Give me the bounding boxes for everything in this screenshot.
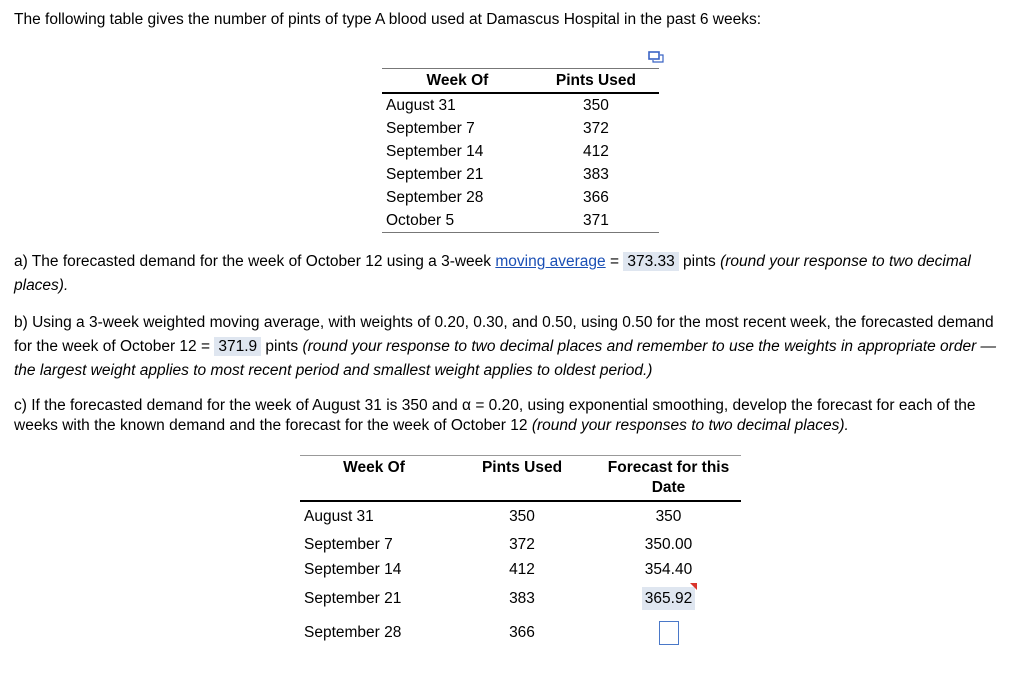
table-row: [382, 93, 659, 117]
forecast-cell: [596, 582, 741, 616]
forecast-cell: [596, 501, 741, 531]
week-cell: October 5: [386, 211, 455, 229]
forecast-value: 350.00: [644, 535, 693, 553]
incorrect-flag-icon: [690, 583, 697, 590]
week-cell: August 31: [304, 507, 374, 525]
header-pints-used: Pints Used: [533, 69, 659, 94]
part-a-answer[interactable]: 373.33: [623, 252, 678, 271]
forecast-cell: [596, 616, 741, 650]
header-forecast: Forecast for this Date: [596, 456, 741, 502]
week-cell: September 21: [304, 590, 402, 607]
forecast-value: 365.92: [644, 590, 693, 607]
part-b-answer[interactable]: 371.9: [214, 337, 261, 356]
pints-cell: 383: [509, 590, 535, 607]
week-cell: September 14: [386, 142, 484, 160]
table-row: [300, 616, 741, 650]
part-a-note: (round your response to two decimal places).: [14, 253, 971, 294]
week-cell: September 21: [386, 165, 484, 183]
blood-usage-table: [382, 68, 659, 233]
pints-cell: 372: [582, 119, 609, 137]
forecast-cell: [596, 531, 741, 558]
moving-average-link[interactable]: moving average: [495, 253, 606, 270]
pints-cell: 412: [509, 561, 535, 578]
pints-cell: 412: [582, 142, 609, 160]
part-b-text: b) Using a 3-week weighted moving average, with weights of 0.20, 0.30, and 0.50, using 0.50 for the most recent week, the forecasted demand for the week of October 12 =: [14, 314, 994, 355]
table-row: [382, 209, 659, 233]
equals: =: [605, 253, 624, 270]
intro-text: The following table gives the number of pints of type A blood used at Damascus Hospital in the past 6 weeks:: [14, 11, 762, 28]
part-a: [14, 250, 1014, 298]
part-a-text: a) The forecasted demand for the week of October 12 using a 3-week: [14, 253, 496, 270]
unit: pints: [678, 253, 721, 270]
table-row: [300, 582, 741, 616]
week-cell: September 28: [304, 624, 402, 641]
pints-cell: 366: [509, 624, 535, 641]
header-pints-used: Pints Used: [448, 456, 596, 502]
pints-cell: 350: [582, 96, 609, 114]
table-row: [382, 117, 659, 140]
table-row: [382, 163, 659, 186]
table-row: [382, 186, 659, 209]
week-cell: September 7: [304, 535, 393, 553]
part-c-note: (round your responses to two decimal places).: [531, 417, 849, 434]
table-row: [300, 531, 741, 558]
forecast-answer[interactable]: [642, 587, 695, 610]
table-row: [300, 501, 741, 531]
week-cell: September 7: [386, 119, 475, 137]
header-week-of: Week Of: [300, 456, 448, 502]
pints-cell: 366: [582, 188, 609, 206]
forecast-cell: [596, 558, 741, 582]
week-cell: August 31: [386, 96, 456, 114]
pints-cell: 372: [509, 535, 535, 553]
part-b: [14, 311, 1014, 383]
pints-cell: 350: [509, 507, 535, 525]
header-week-of: Week Of: [382, 69, 533, 94]
pints-cell: 383: [582, 165, 609, 183]
forecast-input[interactable]: [659, 621, 679, 645]
pints-cell: 371: [582, 211, 609, 229]
table-row: [382, 140, 659, 163]
part-c: [14, 396, 1014, 436]
copy-table-icon[interactable]: [648, 51, 664, 63]
unit: pints: [261, 338, 303, 355]
week-cell: September 28: [386, 188, 484, 206]
part-b-note: (round your response to two decimal places and remember to use the weights in appropriate order — the largest weight applies to most recent period and smallest weight applies to oldest period.): [14, 338, 997, 379]
week-cell: September 14: [304, 561, 402, 578]
forecast-value: 354.40: [644, 561, 693, 578]
forecast-value: 350: [655, 507, 682, 525]
table-row: [300, 558, 741, 582]
part-c-text: c) If the forecasted demand for the week of August 31 is 350 and α = 0.20, using exponential smoothing, develop the forecast for each of the weeks with the known demand and the forecast for the week of October 12: [14, 397, 976, 434]
exponential-smoothing-table: [300, 455, 741, 650]
